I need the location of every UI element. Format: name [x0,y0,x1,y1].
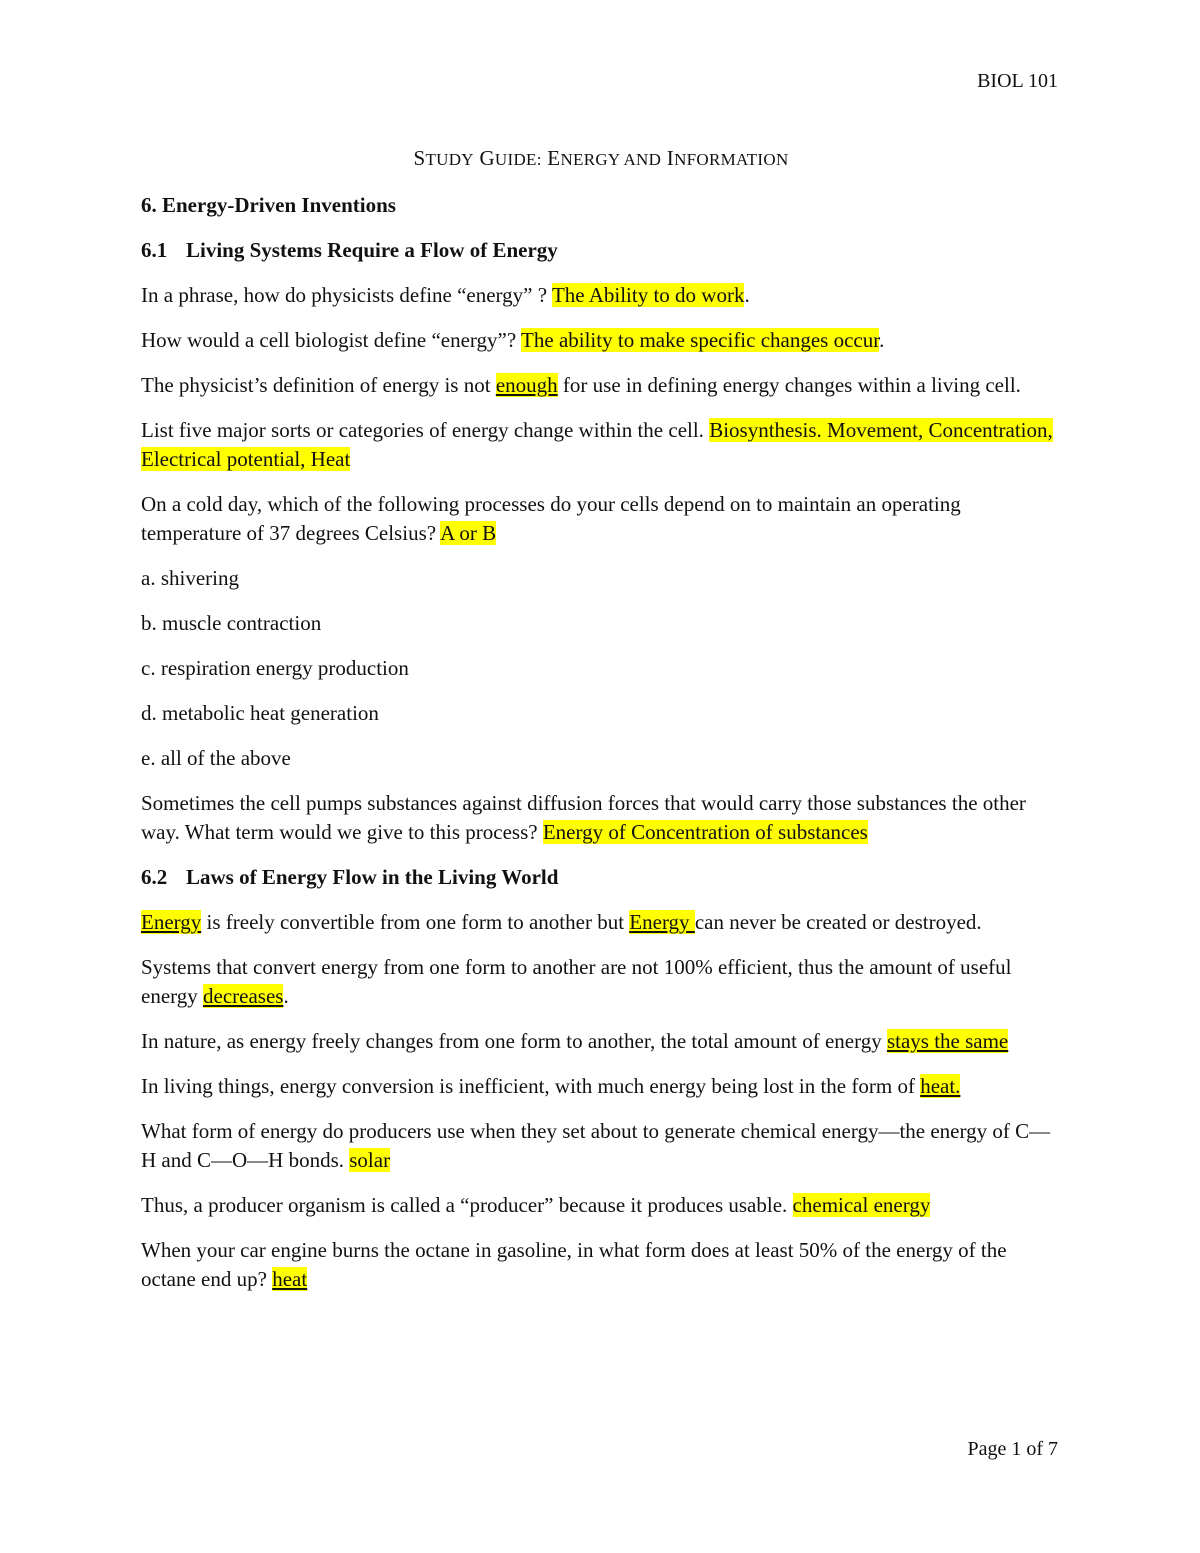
title-word: NFORMATION [674,150,789,169]
answer-option: d. metabolic heat generation [141,701,379,725]
answer-option: b. muscle contraction [141,611,322,635]
highlighted-answer: The Ability to do work [551,283,745,307]
section-heading [141,236,1061,265]
question-text: In nature, as energy freely changes from one form to another, the total amount of energy [141,1029,882,1053]
punctuation: . [283,984,289,1008]
question-text: Thus, a producer organism is called a “producer” because it produces usable. [141,1193,788,1217]
answer-option: a. shivering [141,566,239,590]
question-total-energy [141,1027,1061,1056]
highlighted-answer: heat [272,1267,308,1291]
section-title: Laws of Energy Flow in the Living World [186,865,559,889]
question-physicist-energy [141,281,1061,310]
chapter-heading: 6. Energy-Driven Inventions [141,193,396,217]
question-efficiency [141,953,1061,1011]
question-text: List five major sorts or categories of energy change within the cell. [141,418,704,442]
question-producers [141,1117,1061,1175]
question-biologist-energy [141,326,1061,355]
question-text: On a cold day, which of the following processes do your cells depend on to maintain an operating temperature of 37 degrees Celsius? [141,492,961,545]
question-cell-pumps [141,789,1061,847]
answer-option: c. respiration energy production [141,656,409,680]
highlighted-answer: The ability to make specific changes occur [521,328,880,352]
highlighted-answer: stays the same [886,1029,1009,1053]
question-text: for use in defining energy changes within a living cell. [562,373,1021,397]
title-initial: G [479,146,495,170]
document-body [141,144,1061,1310]
title-initial: E [547,146,561,170]
question-producer-organism [141,1191,1061,1220]
section-number: 6.2 [141,865,168,889]
question-text: can never be created or destroyed. [694,910,982,934]
question-cold-day [141,490,1061,548]
question-text: Systems that convert energy from one form to another are not 100% efficient, thus the amount of useful energy [141,955,1012,1008]
highlighted-answer: Energy of Concentration of substances [542,820,868,844]
title-word: TUDY [425,150,474,169]
section-heading [141,863,1061,892]
highlighted-answer: heat. [920,1074,961,1098]
highlighted-answer: Biosynthesis. Movement, Concentration, Electrical potential, Heat [141,418,1053,471]
question-text: How would a cell biologist define “energy”? [141,328,517,352]
punctuation: . [744,283,750,307]
document-title [141,144,1061,174]
question-text: Sometimes the cell pumps substances against diffusion forces that would carry those substances the other way. What term would we give to this process? [141,791,1026,844]
course-header: BIOL 101 [977,70,1058,92]
highlighted-answer: solar [349,1148,391,1172]
highlighted-answer: decreases [203,984,284,1008]
punctuation: . [879,328,885,352]
question-energy-conversion [141,908,1061,937]
question-text: is freely convertible from one form to another but [206,910,625,934]
title-word: NERGY AND [560,150,662,169]
title-initial: S [413,146,426,170]
answer-option: e. all of the above [141,746,291,770]
title-initial: I [666,146,675,170]
page-number: Page 1 of 7 [967,1438,1058,1460]
question-text: In a phrase, how do physicists define “energy” ? [141,283,548,307]
highlighted-answer: chemical energy [792,1193,931,1217]
question-energy-lost [141,1072,1061,1101]
section-number: 6.1 [141,238,168,262]
question-text: The physicist’s definition of energy is not [141,373,491,397]
section-title: Living Systems Require a Flow of Energy [186,238,558,262]
title-word: UIDE: [494,150,542,169]
highlighted-answer: enough [495,373,558,397]
highlighted-answer: A or B [440,521,497,545]
question-energy-categories [141,416,1061,474]
question-text: What form of energy do producers use when they set about to generate chemical energy—the energy of C—H and C—O—H bonds. [141,1119,1051,1172]
question-text: When your car engine burns the octane in gasoline, in what form does at least 50% of the energy of the octane end up? [141,1238,1007,1291]
question-car-engine [141,1236,1061,1294]
highlighted-answer: Energy [141,910,202,934]
highlighted-answer: Energy [629,910,695,934]
question-text: In living things, energy conversion is inefficient, with much energy being lost in the form of [141,1074,915,1098]
question-definition-not-enough [141,371,1061,400]
